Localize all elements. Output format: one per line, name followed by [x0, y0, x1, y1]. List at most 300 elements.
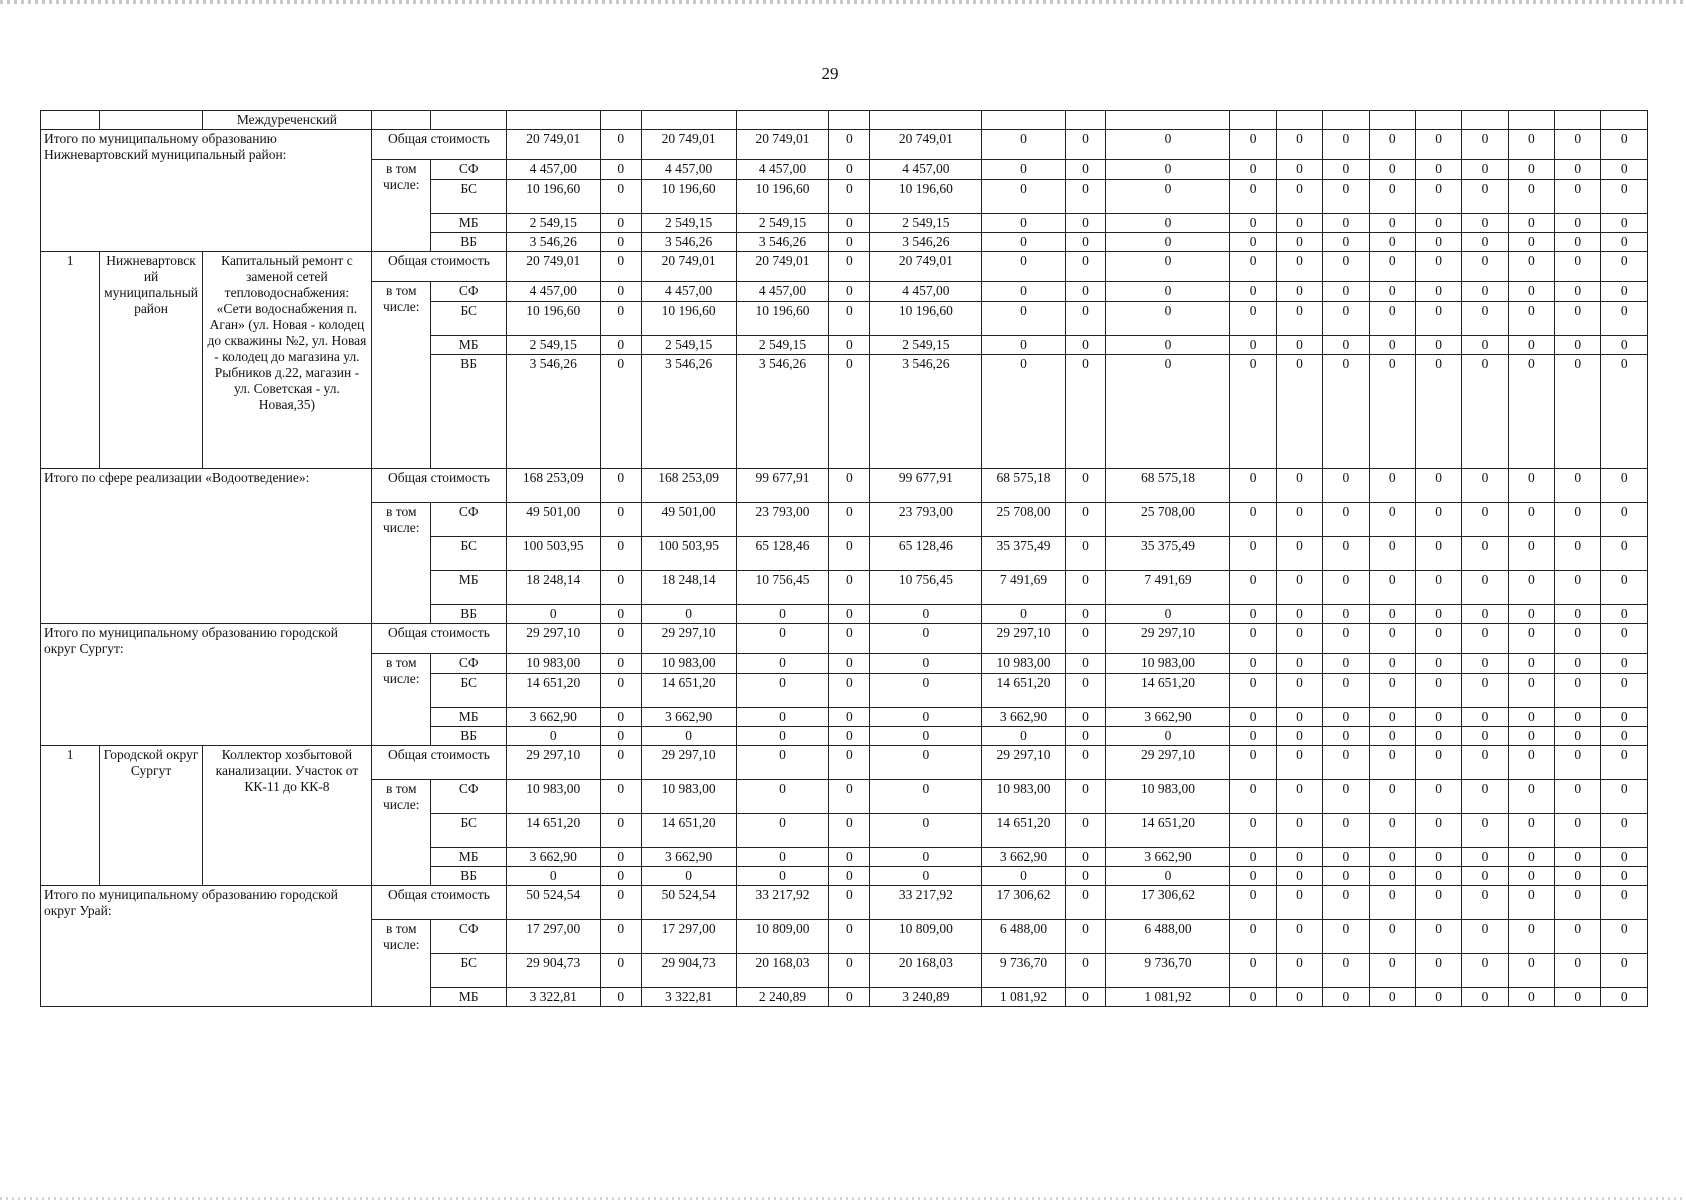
value-cell: 0	[1555, 654, 1601, 674]
value-cell: 0	[1462, 867, 1508, 886]
value-cell: 0	[1065, 624, 1106, 654]
value-cell: 0	[1230, 988, 1276, 1007]
value-cell: 0	[1555, 708, 1601, 727]
value-cell: 0	[1369, 302, 1415, 336]
value-cell: 0	[829, 160, 870, 180]
source-label-sf: СФ	[431, 503, 506, 537]
value-cell: 33 217,92	[736, 886, 829, 920]
value-cell: 0	[1415, 674, 1461, 708]
value-cell: 0	[982, 867, 1065, 886]
value-cell: 0	[1323, 814, 1369, 848]
value-cell: 0	[1508, 302, 1554, 336]
including-label: в том числе:	[372, 654, 431, 746]
value-cell: 0	[1369, 654, 1415, 674]
value-cell: 20 168,03	[736, 954, 829, 988]
value-cell: 0	[1369, 780, 1415, 814]
value-cell: 0	[1065, 252, 1106, 282]
value-cell: 0	[829, 727, 870, 746]
table-cell	[1276, 111, 1322, 130]
value-cell: 68 575,18	[1106, 469, 1230, 503]
value-cell: 3 662,90	[641, 848, 736, 867]
value-cell: 0	[1462, 252, 1508, 282]
value-cell: 0	[600, 180, 641, 214]
source-label-bs: БС	[431, 302, 506, 336]
value-cell: 0	[1369, 624, 1415, 654]
value-cell: 0	[1601, 920, 1648, 954]
value-cell: 2 549,15	[506, 214, 600, 233]
value-cell: 0	[600, 503, 641, 537]
value-cell: 0	[1276, 867, 1322, 886]
value-cell: 0	[1508, 624, 1554, 654]
value-cell: 0	[1323, 233, 1369, 252]
value-cell: 3 546,26	[506, 233, 600, 252]
value-cell: 0	[829, 571, 870, 605]
value-cell: 0	[1369, 160, 1415, 180]
value-cell: 0	[1601, 988, 1648, 1007]
value-cell: 0	[1555, 746, 1601, 780]
value-cell: 35 375,49	[1106, 537, 1230, 571]
value-cell: 0	[600, 674, 641, 708]
value-cell: 0	[829, 355, 870, 469]
total-cost-label: Общая стоимость	[372, 469, 507, 503]
value-cell: 0	[1106, 727, 1230, 746]
value-cell: 0	[1601, 674, 1648, 708]
value-cell: 0	[1415, 180, 1461, 214]
value-cell: 0	[1106, 336, 1230, 355]
value-cell: 0	[1369, 814, 1415, 848]
value-cell: 0	[1462, 708, 1508, 727]
value-cell: 0	[1462, 130, 1508, 160]
value-cell: 29 297,10	[982, 624, 1065, 654]
value-cell: 0	[870, 654, 982, 674]
value-cell: 3 546,26	[641, 233, 736, 252]
value-cell: 10 983,00	[982, 654, 1065, 674]
value-cell: 0	[1601, 469, 1648, 503]
value-cell: 0	[1462, 814, 1508, 848]
value-cell: 0	[1415, 503, 1461, 537]
value-cell: 0	[1508, 920, 1554, 954]
value-cell: 0	[1601, 605, 1648, 624]
value-cell: 0	[1508, 954, 1554, 988]
value-cell: 0	[982, 355, 1065, 469]
value-cell: 0	[1230, 920, 1276, 954]
value-cell: 0	[641, 727, 736, 746]
value-cell: 0	[1508, 867, 1554, 886]
value-cell: 29 297,10	[641, 624, 736, 654]
value-cell: 0	[600, 886, 641, 920]
value-cell: 0	[1323, 571, 1369, 605]
value-cell: 0	[982, 233, 1065, 252]
value-cell: 14 651,20	[641, 674, 736, 708]
value-cell: 0	[1323, 708, 1369, 727]
value-cell: 0	[1369, 605, 1415, 624]
value-cell: 0	[1555, 814, 1601, 848]
value-cell: 0	[1369, 886, 1415, 920]
value-cell: 100 503,95	[641, 537, 736, 571]
source-label-bs: БС	[431, 814, 506, 848]
header-continuation-row	[41, 111, 1648, 130]
value-cell: 0	[506, 867, 600, 886]
value-cell: 0	[600, 605, 641, 624]
value-cell: 0	[1065, 355, 1106, 469]
value-cell: 0	[1462, 727, 1508, 746]
value-cell: 1 081,92	[982, 988, 1065, 1007]
value-cell: 0	[829, 780, 870, 814]
value-cell: 0	[600, 654, 641, 674]
value-cell: 3 662,90	[506, 708, 600, 727]
value-cell: 50 524,54	[641, 886, 736, 920]
value-cell: 0	[982, 160, 1065, 180]
value-cell: 0	[1555, 302, 1601, 336]
value-cell: 0	[1415, 214, 1461, 233]
value-cell: 0	[829, 848, 870, 867]
value-cell: 0	[1276, 469, 1322, 503]
source-label-bs: БС	[431, 674, 506, 708]
table-cell	[1230, 111, 1276, 130]
value-cell: 0	[1369, 867, 1415, 886]
table-cell	[1462, 111, 1508, 130]
table-cell	[100, 111, 202, 130]
source-label-mb: МБ	[431, 848, 506, 867]
value-cell: 4 457,00	[506, 160, 600, 180]
page-number: 29	[821, 64, 839, 83]
table-cell	[1555, 111, 1601, 130]
value-cell: 0	[1230, 605, 1276, 624]
value-cell: 0	[1323, 624, 1369, 654]
value-cell: 10 196,60	[506, 180, 600, 214]
value-cell: 0	[1276, 130, 1322, 160]
value-cell: 0	[1415, 355, 1461, 469]
value-cell: 33 217,92	[870, 886, 982, 920]
value-cell: 0	[1415, 571, 1461, 605]
value-cell: 0	[1276, 954, 1322, 988]
value-cell: 0	[1508, 886, 1554, 920]
value-cell: 0	[870, 605, 982, 624]
value-cell: 0	[1508, 469, 1554, 503]
value-cell: 0	[1508, 571, 1554, 605]
value-cell: 20 749,01	[736, 130, 829, 160]
value-cell: 0	[1276, 624, 1322, 654]
value-cell: 0	[736, 727, 829, 746]
value-cell: 3 662,90	[1106, 708, 1230, 727]
value-cell: 20 168,03	[870, 954, 982, 988]
table-cell	[736, 111, 829, 130]
value-cell: 0	[1323, 746, 1369, 780]
value-cell: 20 749,01	[870, 130, 982, 160]
value-cell: 3 662,90	[506, 848, 600, 867]
table-cell	[431, 111, 506, 130]
value-cell: 0	[1276, 605, 1322, 624]
value-cell: 3 322,81	[506, 988, 600, 1007]
value-cell: 0	[600, 814, 641, 848]
value-cell: 2 549,15	[506, 336, 600, 355]
value-cell: 0	[1276, 233, 1322, 252]
value-cell: 0	[1508, 746, 1554, 780]
value-cell: 2 549,15	[736, 214, 829, 233]
value-cell: 0	[829, 886, 870, 920]
including-label: в том числе:	[372, 282, 431, 469]
value-cell: 10 756,45	[870, 571, 982, 605]
table-row	[41, 746, 1648, 780]
value-cell: 0	[1508, 848, 1554, 867]
value-cell: 0	[1230, 282, 1276, 302]
value-cell: 10 983,00	[506, 780, 600, 814]
value-cell: 0	[1323, 848, 1369, 867]
value-cell: 0	[1555, 886, 1601, 920]
group-total-label: Итого по муниципальному образованию городской округ Сургут:	[41, 624, 372, 746]
value-cell: 2 549,15	[870, 214, 982, 233]
source-label-vb: ВБ	[431, 605, 506, 624]
value-cell: 0	[1555, 180, 1601, 214]
source-label-sf: СФ	[431, 654, 506, 674]
value-cell: 0	[1462, 624, 1508, 654]
value-cell: 0	[1462, 920, 1508, 954]
value-cell: 20 749,01	[641, 252, 736, 282]
value-cell: 0	[1323, 130, 1369, 160]
value-cell: 0	[641, 605, 736, 624]
value-cell: 0	[1323, 355, 1369, 469]
value-cell: 0	[1276, 537, 1322, 571]
value-cell: 23 793,00	[736, 503, 829, 537]
value-cell: 99 677,91	[736, 469, 829, 503]
value-cell: 0	[600, 780, 641, 814]
value-cell: 0	[982, 252, 1065, 282]
value-cell: 0	[1508, 708, 1554, 727]
value-cell: 0	[1601, 654, 1648, 674]
value-cell: 0	[1601, 954, 1648, 988]
value-cell: 0	[1601, 282, 1648, 302]
value-cell: 0	[1415, 954, 1461, 988]
value-cell: 68 575,18	[982, 469, 1065, 503]
value-cell: 0	[1230, 624, 1276, 654]
value-cell: 0	[829, 252, 870, 282]
value-cell: 0	[600, 214, 641, 233]
value-cell: 10 983,00	[1106, 654, 1230, 674]
source-label-mb: МБ	[431, 336, 506, 355]
value-cell: 100 503,95	[506, 537, 600, 571]
value-cell: 0	[1555, 537, 1601, 571]
value-cell: 0	[1415, 848, 1461, 867]
value-cell: 0	[1462, 336, 1508, 355]
source-label-mb: МБ	[431, 708, 506, 727]
value-cell: 0	[1555, 867, 1601, 886]
value-cell: 0	[1601, 180, 1648, 214]
value-cell: 0	[1230, 302, 1276, 336]
value-cell: 7 491,69	[982, 571, 1065, 605]
value-cell: 0	[1462, 160, 1508, 180]
value-cell: 0	[1369, 355, 1415, 469]
value-cell: 0	[1323, 780, 1369, 814]
value-cell: 1 081,92	[1106, 988, 1230, 1007]
value-cell: 0	[1230, 537, 1276, 571]
value-cell: 0	[1323, 503, 1369, 537]
value-cell: 0	[1415, 537, 1461, 571]
value-cell: 0	[1508, 180, 1554, 214]
value-cell: 14 651,20	[1106, 814, 1230, 848]
value-cell: 29 297,10	[641, 746, 736, 780]
total-cost-label: Общая стоимость	[372, 886, 507, 920]
value-cell: 0	[1230, 214, 1276, 233]
value-cell: 0	[1276, 214, 1322, 233]
value-cell: 0	[1276, 848, 1322, 867]
value-cell: 2 549,15	[870, 336, 982, 355]
value-cell: 0	[1230, 336, 1276, 355]
value-cell: 0	[1276, 708, 1322, 727]
value-cell: 2 549,15	[641, 336, 736, 355]
value-cell: 0	[1276, 988, 1322, 1007]
value-cell: 0	[1555, 503, 1601, 537]
value-cell: 17 297,00	[641, 920, 736, 954]
value-cell: 2 549,15	[736, 336, 829, 355]
value-cell: 0	[829, 954, 870, 988]
value-cell: 0	[736, 624, 829, 654]
value-cell: 17 306,62	[982, 886, 1065, 920]
value-cell: 0	[1106, 130, 1230, 160]
value-cell: 10 809,00	[870, 920, 982, 954]
value-cell: 0	[1555, 727, 1601, 746]
value-cell: 0	[1508, 130, 1554, 160]
value-cell: 29 297,10	[506, 746, 600, 780]
value-cell: 0	[1230, 848, 1276, 867]
value-cell: 0	[506, 727, 600, 746]
value-cell: 0	[829, 469, 870, 503]
value-cell: 0	[1415, 624, 1461, 654]
value-cell: 0	[829, 130, 870, 160]
value-cell: 10 983,00	[641, 654, 736, 674]
value-cell: 0	[1106, 355, 1230, 469]
municipality-continuation: Междуреченский	[202, 111, 371, 130]
value-cell: 3 322,81	[641, 988, 736, 1007]
value-cell: 20 749,01	[506, 252, 600, 282]
value-cell: 0	[600, 355, 641, 469]
source-label-bs: БС	[431, 537, 506, 571]
value-cell: 0	[1601, 233, 1648, 252]
value-cell: 0	[1462, 954, 1508, 988]
value-cell: 0	[1106, 160, 1230, 180]
value-cell: 0	[1106, 233, 1230, 252]
value-cell: 0	[600, 624, 641, 654]
value-cell: 0	[1415, 867, 1461, 886]
group-total-label: Итого по муниципальному образованию городской округ Урай:	[41, 886, 372, 1007]
value-cell: 0	[1230, 355, 1276, 469]
value-cell: 0	[1508, 252, 1554, 282]
value-cell: 0	[982, 282, 1065, 302]
value-cell: 0	[1555, 252, 1601, 282]
value-cell: 0	[1508, 160, 1554, 180]
value-cell: 0	[982, 605, 1065, 624]
value-cell: 0	[829, 180, 870, 214]
total-cost-label: Общая стоимость	[372, 624, 507, 654]
value-cell: 3 546,26	[506, 355, 600, 469]
item-municipality: Городской округ Сургут	[100, 746, 202, 886]
value-cell: 0	[1369, 503, 1415, 537]
value-cell: 14 651,20	[641, 814, 736, 848]
including-label: в том числе:	[372, 160, 431, 252]
table-row	[41, 624, 1648, 654]
value-cell: 10 196,60	[641, 302, 736, 336]
table-cell	[600, 111, 641, 130]
value-cell: 0	[1508, 780, 1554, 814]
value-cell: 25 708,00	[1106, 503, 1230, 537]
value-cell: 0	[870, 674, 982, 708]
value-cell: 0	[982, 302, 1065, 336]
value-cell: 0	[1276, 160, 1322, 180]
source-label-sf: СФ	[431, 780, 506, 814]
value-cell: 0	[600, 130, 641, 160]
value-cell: 0	[600, 988, 641, 1007]
value-cell: 4 457,00	[870, 282, 982, 302]
value-cell: 0	[1369, 727, 1415, 746]
value-cell: 0	[600, 537, 641, 571]
value-cell: 0	[1555, 336, 1601, 355]
value-cell: 0	[1230, 130, 1276, 160]
table-cell	[372, 111, 431, 130]
value-cell: 0	[600, 867, 641, 886]
value-cell: 0	[1106, 302, 1230, 336]
value-cell: 0	[1065, 214, 1106, 233]
value-cell: 0	[870, 708, 982, 727]
value-cell: 0	[1415, 469, 1461, 503]
group-total-label: Итого по муниципальному образованию Нижневартовский муниципальный район:	[41, 130, 372, 252]
value-cell: 0	[1323, 537, 1369, 571]
value-cell: 20 749,01	[870, 252, 982, 282]
value-cell: 10 983,00	[641, 780, 736, 814]
value-cell: 0	[829, 537, 870, 571]
value-cell: 0	[1462, 233, 1508, 252]
value-cell: 0	[1555, 282, 1601, 302]
value-cell: 0	[870, 867, 982, 886]
value-cell: 0	[1601, 503, 1648, 537]
value-cell: 4 457,00	[506, 282, 600, 302]
value-cell: 0	[1065, 654, 1106, 674]
value-cell: 0	[1601, 537, 1648, 571]
value-cell: 0	[870, 848, 982, 867]
including-label: в том числе:	[372, 780, 431, 886]
value-cell: 0	[1508, 355, 1554, 469]
value-cell: 0	[1230, 746, 1276, 780]
source-label-bs: БС	[431, 954, 506, 988]
value-cell: 29 297,10	[1106, 746, 1230, 780]
value-cell: 0	[600, 336, 641, 355]
value-cell: 0	[736, 867, 829, 886]
value-cell: 0	[1601, 848, 1648, 867]
value-cell: 0	[1323, 727, 1369, 746]
value-cell: 0	[1230, 233, 1276, 252]
value-cell: 0	[1106, 214, 1230, 233]
value-cell: 0	[1230, 780, 1276, 814]
value-cell: 0	[1555, 780, 1601, 814]
value-cell: 0	[1415, 336, 1461, 355]
value-cell: 0	[1369, 571, 1415, 605]
value-cell: 0	[1065, 503, 1106, 537]
value-cell: 0	[829, 746, 870, 780]
value-cell: 0	[1065, 160, 1106, 180]
value-cell: 0	[1601, 727, 1648, 746]
source-label-mb: МБ	[431, 988, 506, 1007]
value-cell: 0	[1369, 708, 1415, 727]
value-cell: 0	[600, 282, 641, 302]
value-cell: 0	[600, 746, 641, 780]
value-cell: 0	[1323, 674, 1369, 708]
value-cell: 0	[829, 503, 870, 537]
value-cell: 0	[1555, 954, 1601, 988]
value-cell: 0	[870, 727, 982, 746]
value-cell: 0	[1065, 988, 1106, 1007]
value-cell: 0	[870, 814, 982, 848]
value-cell: 0	[1462, 571, 1508, 605]
table-cell	[870, 111, 982, 130]
including-label: в том числе:	[372, 920, 431, 1007]
